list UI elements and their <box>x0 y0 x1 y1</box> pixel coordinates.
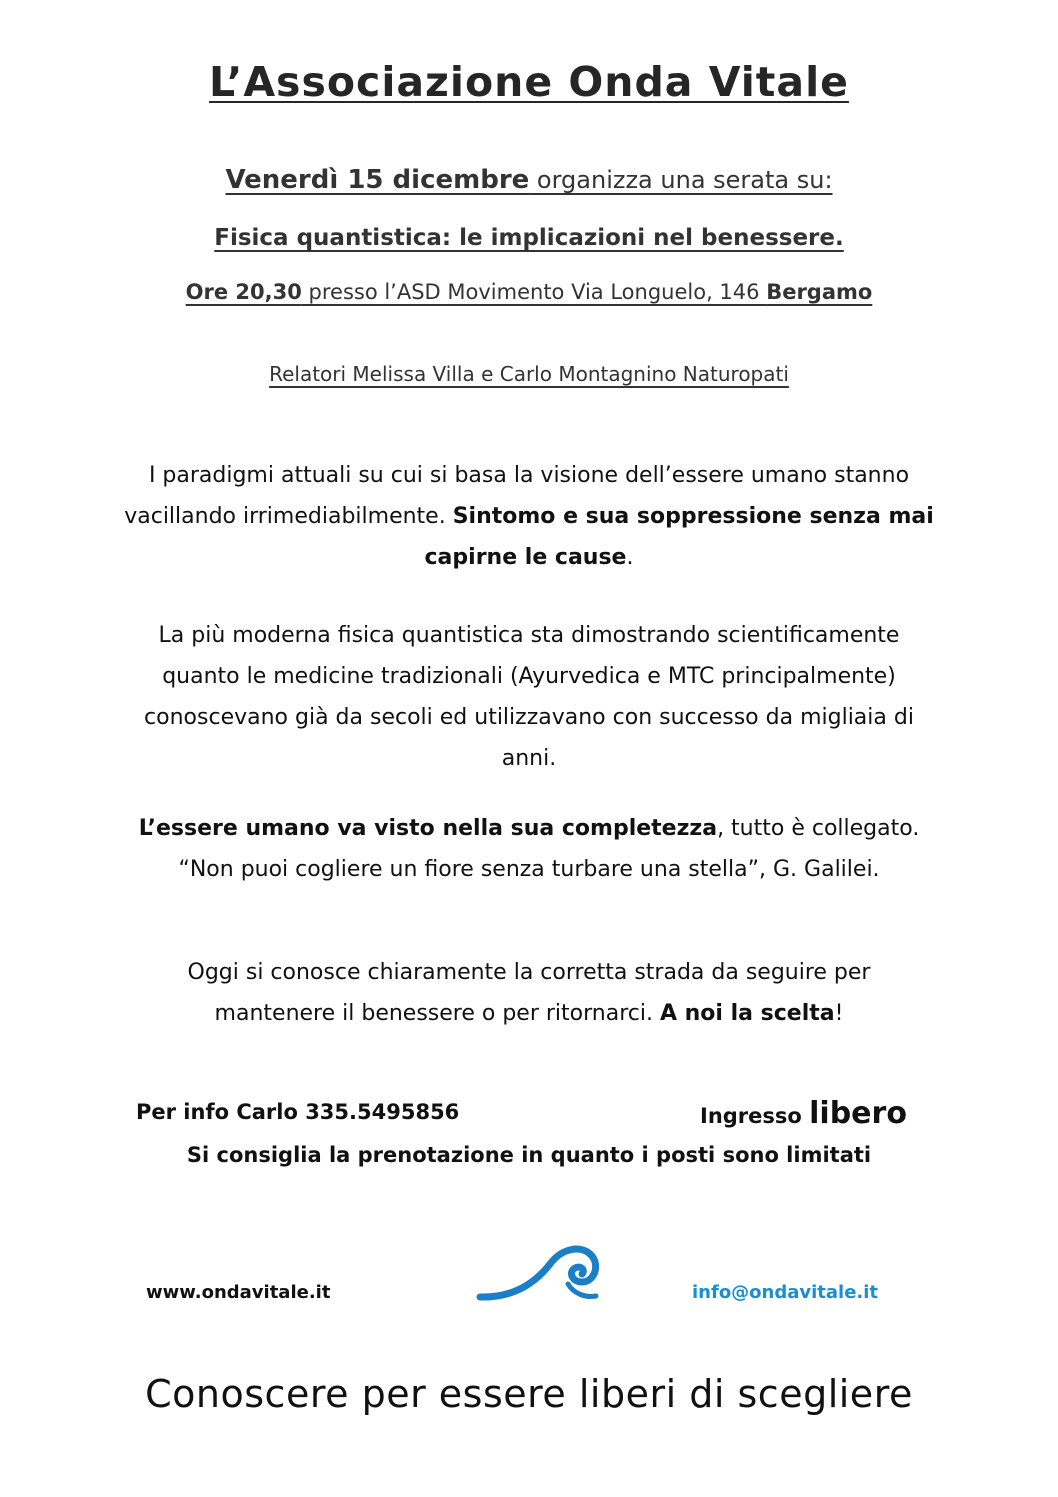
paragraph-line <box>0 993 1058 1034</box>
text-bold: capirne le cause <box>424 545 627 570</box>
paragraph-quantum-physics <box>0 615 1058 779</box>
text-bold: L’essere umano va visto nella sua completezza <box>138 816 718 841</box>
entry-label: Ingresso <box>700 1104 810 1128</box>
text-bold: A noi la scelta <box>659 1001 835 1026</box>
entry-info <box>700 1096 907 1131</box>
paragraph-completeness <box>0 808 1058 890</box>
text-bold: Sintomo e sua soppressione senza mai <box>452 504 934 529</box>
event-location: presso l’ASD Movimento Via Longuelo, 146 <box>301 280 767 304</box>
paragraph-line: quanto le medicine tradizionali (Ayurvedica e MTC principalmente) <box>162 664 896 689</box>
email-link[interactable]: info@ondavitale.it <box>692 1282 879 1303</box>
paragraph-line: anni. <box>501 746 557 771</box>
event-time-location <box>0 280 1058 304</box>
website-link[interactable]: www.ondavitale.it <box>146 1282 331 1303</box>
contact-info: Per info Carlo 335.5495856 <box>136 1100 460 1124</box>
text-normal: . <box>626 545 634 570</box>
paragraph-line: I paradigmi attuali su cui si basa la visione dell’essere umano stanno <box>148 463 910 488</box>
text-normal: ! <box>834 1001 844 1026</box>
event-time: Ore 20,30 <box>185 280 302 304</box>
text-normal: mantenere il benessere o per ritornarci. <box>214 1001 660 1026</box>
event-intro: organizza una serata su: <box>529 166 833 194</box>
paragraph-line: Oggi si conosce chiaramente la corretta strada da seguire per <box>187 960 871 985</box>
page-title: L’Associazione Onda Vitale <box>209 58 849 106</box>
paragraph-line <box>0 496 1058 537</box>
event-date: Venerdì 15 dicembre <box>225 165 530 195</box>
entry-value: libero <box>809 1096 907 1131</box>
event-speakers: Relatori Melissa Villa e Carlo Montagnino Naturopati <box>269 362 789 386</box>
paragraph-line: La più moderna fisica quantistica sta dimostrando scientificamente <box>158 623 900 648</box>
paragraph-line <box>0 537 1058 578</box>
motto: Conoscere per essere liberi di scegliere <box>145 1372 913 1416</box>
event-topic: Fisica quantistica: le implicazioni nel benessere. <box>214 225 844 251</box>
wave-icon <box>474 1240 604 1310</box>
event-date-line <box>0 165 1058 195</box>
galilei-quote: “Non puoi cogliere un fiore senza turbare una stella”, G. Galilei. <box>178 857 880 882</box>
text-normal: vacillando irrimediabilmente. <box>124 504 453 529</box>
text-normal: , tutto è collegato. <box>717 816 920 841</box>
paragraph-line <box>0 808 1058 849</box>
booking-note: Si consiglia la prenotazione in quanto i posti sono limitati <box>186 1143 872 1167</box>
paragraph-paradigms <box>0 455 1058 578</box>
paragraph-choice <box>0 952 1058 1034</box>
paragraph-line: conoscevano già da secoli ed utilizzavano con successo da migliaia di <box>144 705 914 730</box>
event-city: Bergamo <box>766 280 873 304</box>
